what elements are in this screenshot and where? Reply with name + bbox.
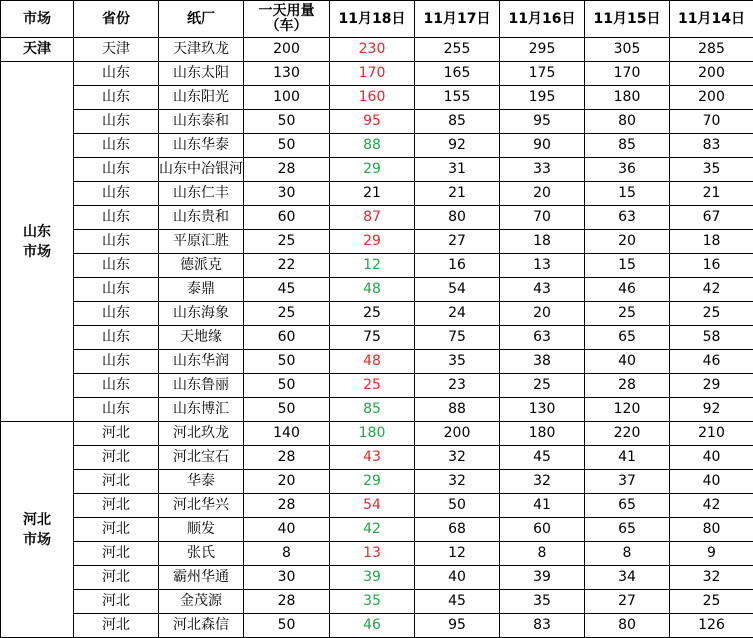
value-cell: 39	[500, 566, 585, 590]
value-cell: 80	[585, 110, 670, 134]
table-row	[1, 278, 753, 302]
latest-value-cell: 43	[330, 446, 415, 470]
latest-value-cell: 88	[330, 134, 415, 158]
latest-value-cell: 180	[330, 422, 415, 446]
province-cell: 河北	[74, 446, 159, 470]
value-cell: 92	[415, 134, 500, 158]
latest-value-cell: 29	[330, 470, 415, 494]
value-cell: 35	[415, 350, 500, 374]
province-cell: 山东	[74, 302, 159, 326]
value-cell: 34	[585, 566, 670, 590]
value-cell: 29	[670, 374, 753, 398]
value-cell: 41	[500, 494, 585, 518]
value-cell: 38	[500, 350, 585, 374]
latest-value-cell: 42	[330, 518, 415, 542]
latest-value-cell: 48	[330, 278, 415, 302]
value-cell: 68	[415, 518, 500, 542]
mill-cell: 山东阳光	[159, 86, 244, 110]
market-cell	[1, 422, 74, 638]
usage-cell: 50	[244, 374, 330, 398]
usage-cell: 25	[244, 230, 330, 254]
latest-value-cell: 46	[330, 614, 415, 638]
province-cell: 山东	[74, 86, 159, 110]
mill-cell: 天地缘	[159, 326, 244, 350]
table-row	[1, 542, 753, 566]
province-cell: 山东	[74, 398, 159, 422]
value-cell: 32	[415, 446, 500, 470]
value-cell: 35	[500, 590, 585, 614]
header-date-3: 11月16日	[500, 1, 585, 38]
value-cell: 50	[415, 494, 500, 518]
latest-value-cell: 13	[330, 542, 415, 566]
market-label-line: 市场	[23, 244, 51, 260]
value-cell: 21	[670, 182, 753, 206]
value-cell: 80	[670, 518, 753, 542]
header-daily-usage-line2: （车）	[266, 18, 308, 34]
usage-cell: 50	[244, 350, 330, 374]
value-cell: 130	[500, 398, 585, 422]
market-cell	[1, 62, 74, 422]
value-cell: 33	[500, 158, 585, 182]
value-cell: 83	[500, 614, 585, 638]
usage-cell: 22	[244, 254, 330, 278]
value-cell: 65	[585, 494, 670, 518]
value-cell: 80	[415, 206, 500, 230]
value-cell: 20	[500, 182, 585, 206]
table-row	[1, 350, 753, 374]
value-cell: 8	[585, 542, 670, 566]
mill-cell: 金茂源	[159, 590, 244, 614]
header-row	[1, 1, 753, 38]
value-cell: 165	[415, 62, 500, 86]
latest-value-cell: 12	[330, 254, 415, 278]
value-cell: 43	[500, 278, 585, 302]
header-date-5: 11月14日	[670, 1, 753, 38]
table-row	[1, 38, 753, 62]
province-cell: 河北	[74, 542, 159, 566]
header-province: 省份	[74, 1, 159, 38]
table-row	[1, 86, 753, 110]
mill-cell: 山东中冶银河	[159, 158, 244, 182]
latest-value-cell: 54	[330, 494, 415, 518]
value-cell: 90	[500, 134, 585, 158]
usage-cell: 25	[244, 302, 330, 326]
province-cell: 山东	[74, 182, 159, 206]
market-label-line: 市场	[23, 532, 51, 548]
header-date-1: 11月18日	[330, 1, 415, 38]
table-row	[1, 110, 753, 134]
table-row	[1, 326, 753, 350]
table-body	[1, 38, 753, 638]
value-cell: 40	[415, 566, 500, 590]
usage-cell: 50	[244, 110, 330, 134]
value-cell: 36	[585, 158, 670, 182]
market-cell: 天津	[1, 38, 74, 62]
mill-cell: 山东鲁丽	[159, 374, 244, 398]
table-row	[1, 62, 753, 86]
table-row	[1, 470, 753, 494]
value-cell: 255	[415, 38, 500, 62]
value-cell: 40	[670, 470, 753, 494]
value-cell: 13	[500, 254, 585, 278]
value-cell: 31	[415, 158, 500, 182]
header-market: 市场	[1, 1, 74, 38]
mill-cell: 河北宝石	[159, 446, 244, 470]
header-date-2: 11月17日	[415, 1, 500, 38]
value-cell: 24	[415, 302, 500, 326]
usage-cell: 60	[244, 326, 330, 350]
table-row	[1, 134, 753, 158]
value-cell: 80	[585, 614, 670, 638]
province-cell: 山东	[74, 134, 159, 158]
market-label-line: 山东	[23, 224, 51, 240]
value-cell: 65	[585, 326, 670, 350]
usage-cell: 100	[244, 86, 330, 110]
value-cell: 32	[500, 470, 585, 494]
table-row	[1, 518, 753, 542]
value-cell: 28	[585, 374, 670, 398]
usage-cell: 50	[244, 398, 330, 422]
value-cell: 25	[500, 374, 585, 398]
mill-cell: 河北森信	[159, 614, 244, 638]
value-cell: 210	[670, 422, 753, 446]
value-cell: 67	[670, 206, 753, 230]
header-date-4: 11月15日	[585, 1, 670, 38]
table-row	[1, 422, 753, 446]
usage-cell: 30	[244, 182, 330, 206]
value-cell: 32	[415, 470, 500, 494]
latest-value-cell: 160	[330, 86, 415, 110]
value-cell: 45	[500, 446, 585, 470]
table-row	[1, 158, 753, 182]
value-cell: 200	[670, 62, 753, 86]
mill-cell: 山东太阳	[159, 62, 244, 86]
value-cell: 16	[670, 254, 753, 278]
value-cell: 95	[500, 110, 585, 134]
table-row	[1, 206, 753, 230]
province-cell: 山东	[74, 254, 159, 278]
header-mill: 纸厂	[159, 1, 244, 38]
value-cell: 126	[670, 614, 753, 638]
mill-cell: 霸州华通	[159, 566, 244, 590]
table-row	[1, 374, 753, 398]
value-cell: 32	[670, 566, 753, 590]
province-cell: 山东	[74, 158, 159, 182]
value-cell: 295	[500, 38, 585, 62]
mill-cell: 山东博汇	[159, 398, 244, 422]
value-cell: 15	[585, 254, 670, 278]
table-row	[1, 494, 753, 518]
mill-cell: 山东华润	[159, 350, 244, 374]
value-cell: 27	[585, 590, 670, 614]
value-cell: 180	[585, 86, 670, 110]
value-cell: 200	[415, 422, 500, 446]
value-cell: 200	[670, 86, 753, 110]
value-cell: 20	[585, 230, 670, 254]
value-cell: 195	[500, 86, 585, 110]
province-cell: 河北	[74, 470, 159, 494]
value-cell: 175	[500, 62, 585, 86]
header-daily-usage-line1: 一天用量	[259, 3, 315, 19]
value-cell: 35	[670, 158, 753, 182]
value-cell: 65	[585, 518, 670, 542]
value-cell: 25	[670, 302, 753, 326]
province-cell: 山东	[74, 62, 159, 86]
value-cell: 58	[670, 326, 753, 350]
value-cell: 85	[415, 110, 500, 134]
value-cell: 42	[670, 494, 753, 518]
usage-cell: 28	[244, 494, 330, 518]
value-cell: 70	[670, 110, 753, 134]
usage-cell: 28	[244, 590, 330, 614]
mill-cell: 山东华泰	[159, 134, 244, 158]
usage-cell: 50	[244, 614, 330, 638]
value-cell: 220	[585, 422, 670, 446]
value-cell: 95	[415, 614, 500, 638]
province-cell: 河北	[74, 518, 159, 542]
value-cell: 9	[670, 542, 753, 566]
latest-value-cell: 95	[330, 110, 415, 134]
table-row	[1, 230, 753, 254]
usage-cell: 45	[244, 278, 330, 302]
province-cell: 山东	[74, 230, 159, 254]
usage-cell: 28	[244, 446, 330, 470]
value-cell: 42	[670, 278, 753, 302]
latest-value-cell: 170	[330, 62, 415, 86]
latest-value-cell: 21	[330, 182, 415, 206]
usage-cell: 200	[244, 38, 330, 62]
value-cell: 92	[670, 398, 753, 422]
mill-cell: 山东海象	[159, 302, 244, 326]
latest-value-cell: 35	[330, 590, 415, 614]
province-cell: 河北	[74, 422, 159, 446]
mill-cell: 张氏	[159, 542, 244, 566]
province-cell: 河北	[74, 494, 159, 518]
usage-cell: 8	[244, 542, 330, 566]
latest-value-cell: 29	[330, 158, 415, 182]
value-cell: 45	[415, 590, 500, 614]
latest-value-cell: 75	[330, 326, 415, 350]
province-cell: 山东	[74, 206, 159, 230]
value-cell: 8	[500, 542, 585, 566]
usage-cell: 40	[244, 518, 330, 542]
mill-cell: 顺发	[159, 518, 244, 542]
mill-cell: 河北华兴	[159, 494, 244, 518]
value-cell: 75	[415, 326, 500, 350]
value-cell: 18	[670, 230, 753, 254]
latest-value-cell: 48	[330, 350, 415, 374]
value-cell: 63	[585, 206, 670, 230]
value-cell: 16	[415, 254, 500, 278]
usage-cell: 130	[244, 62, 330, 86]
mill-cell: 平原汇胜	[159, 230, 244, 254]
usage-cell: 30	[244, 566, 330, 590]
value-cell: 285	[670, 38, 753, 62]
latest-value-cell: 85	[330, 398, 415, 422]
usage-cell: 60	[244, 206, 330, 230]
mill-cell: 天津玖龙	[159, 38, 244, 62]
value-cell: 180	[500, 422, 585, 446]
province-cell: 河北	[74, 614, 159, 638]
value-cell: 21	[415, 182, 500, 206]
mill-cell: 泰鼎	[159, 278, 244, 302]
latest-value-cell: 29	[330, 230, 415, 254]
value-cell: 40	[585, 350, 670, 374]
table-row	[1, 254, 753, 278]
value-cell: 120	[585, 398, 670, 422]
value-cell: 15	[585, 182, 670, 206]
mill-cell: 山东仁丰	[159, 182, 244, 206]
usage-cell: 28	[244, 158, 330, 182]
province-cell: 山东	[74, 110, 159, 134]
latest-value-cell: 25	[330, 302, 415, 326]
table-row	[1, 446, 753, 470]
value-cell: 63	[500, 326, 585, 350]
value-cell: 305	[585, 38, 670, 62]
value-cell: 41	[585, 446, 670, 470]
province-cell: 山东	[74, 350, 159, 374]
province-cell: 山东	[74, 326, 159, 350]
market-label-line: 河北	[23, 512, 51, 528]
province-cell: 山东	[74, 374, 159, 398]
value-cell: 155	[415, 86, 500, 110]
province-cell: 河北	[74, 590, 159, 614]
mill-cell: 河北玖龙	[159, 422, 244, 446]
usage-cell: 140	[244, 422, 330, 446]
province-cell: 河北	[74, 566, 159, 590]
value-cell: 20	[500, 302, 585, 326]
value-cell: 25	[670, 590, 753, 614]
value-cell: 60	[500, 518, 585, 542]
usage-cell: 20	[244, 470, 330, 494]
value-cell: 40	[670, 446, 753, 470]
value-cell: 54	[415, 278, 500, 302]
value-cell: 88	[415, 398, 500, 422]
mill-cell: 山东贵和	[159, 206, 244, 230]
value-cell: 23	[415, 374, 500, 398]
header-daily-usage	[244, 1, 330, 38]
value-cell: 37	[585, 470, 670, 494]
value-cell: 27	[415, 230, 500, 254]
table-row	[1, 590, 753, 614]
value-cell: 83	[670, 134, 753, 158]
value-cell: 70	[500, 206, 585, 230]
latest-value-cell: 39	[330, 566, 415, 590]
value-cell: 46	[585, 278, 670, 302]
table-row	[1, 182, 753, 206]
province-cell: 天津	[74, 38, 159, 62]
table-row	[1, 566, 753, 590]
value-cell: 46	[670, 350, 753, 374]
mill-cell: 德派克	[159, 254, 244, 278]
table-row	[1, 302, 753, 326]
latest-value-cell: 230	[330, 38, 415, 62]
table-row	[1, 398, 753, 422]
usage-cell: 50	[244, 134, 330, 158]
province-cell: 山东	[74, 278, 159, 302]
value-cell: 12	[415, 542, 500, 566]
latest-value-cell: 25	[330, 374, 415, 398]
value-cell: 170	[585, 62, 670, 86]
mill-cell: 华泰	[159, 470, 244, 494]
value-cell: 85	[585, 134, 670, 158]
table-row	[1, 614, 753, 638]
value-cell: 25	[585, 302, 670, 326]
value-cell: 18	[500, 230, 585, 254]
mill-cell: 山东泰和	[159, 110, 244, 134]
latest-value-cell: 87	[330, 206, 415, 230]
